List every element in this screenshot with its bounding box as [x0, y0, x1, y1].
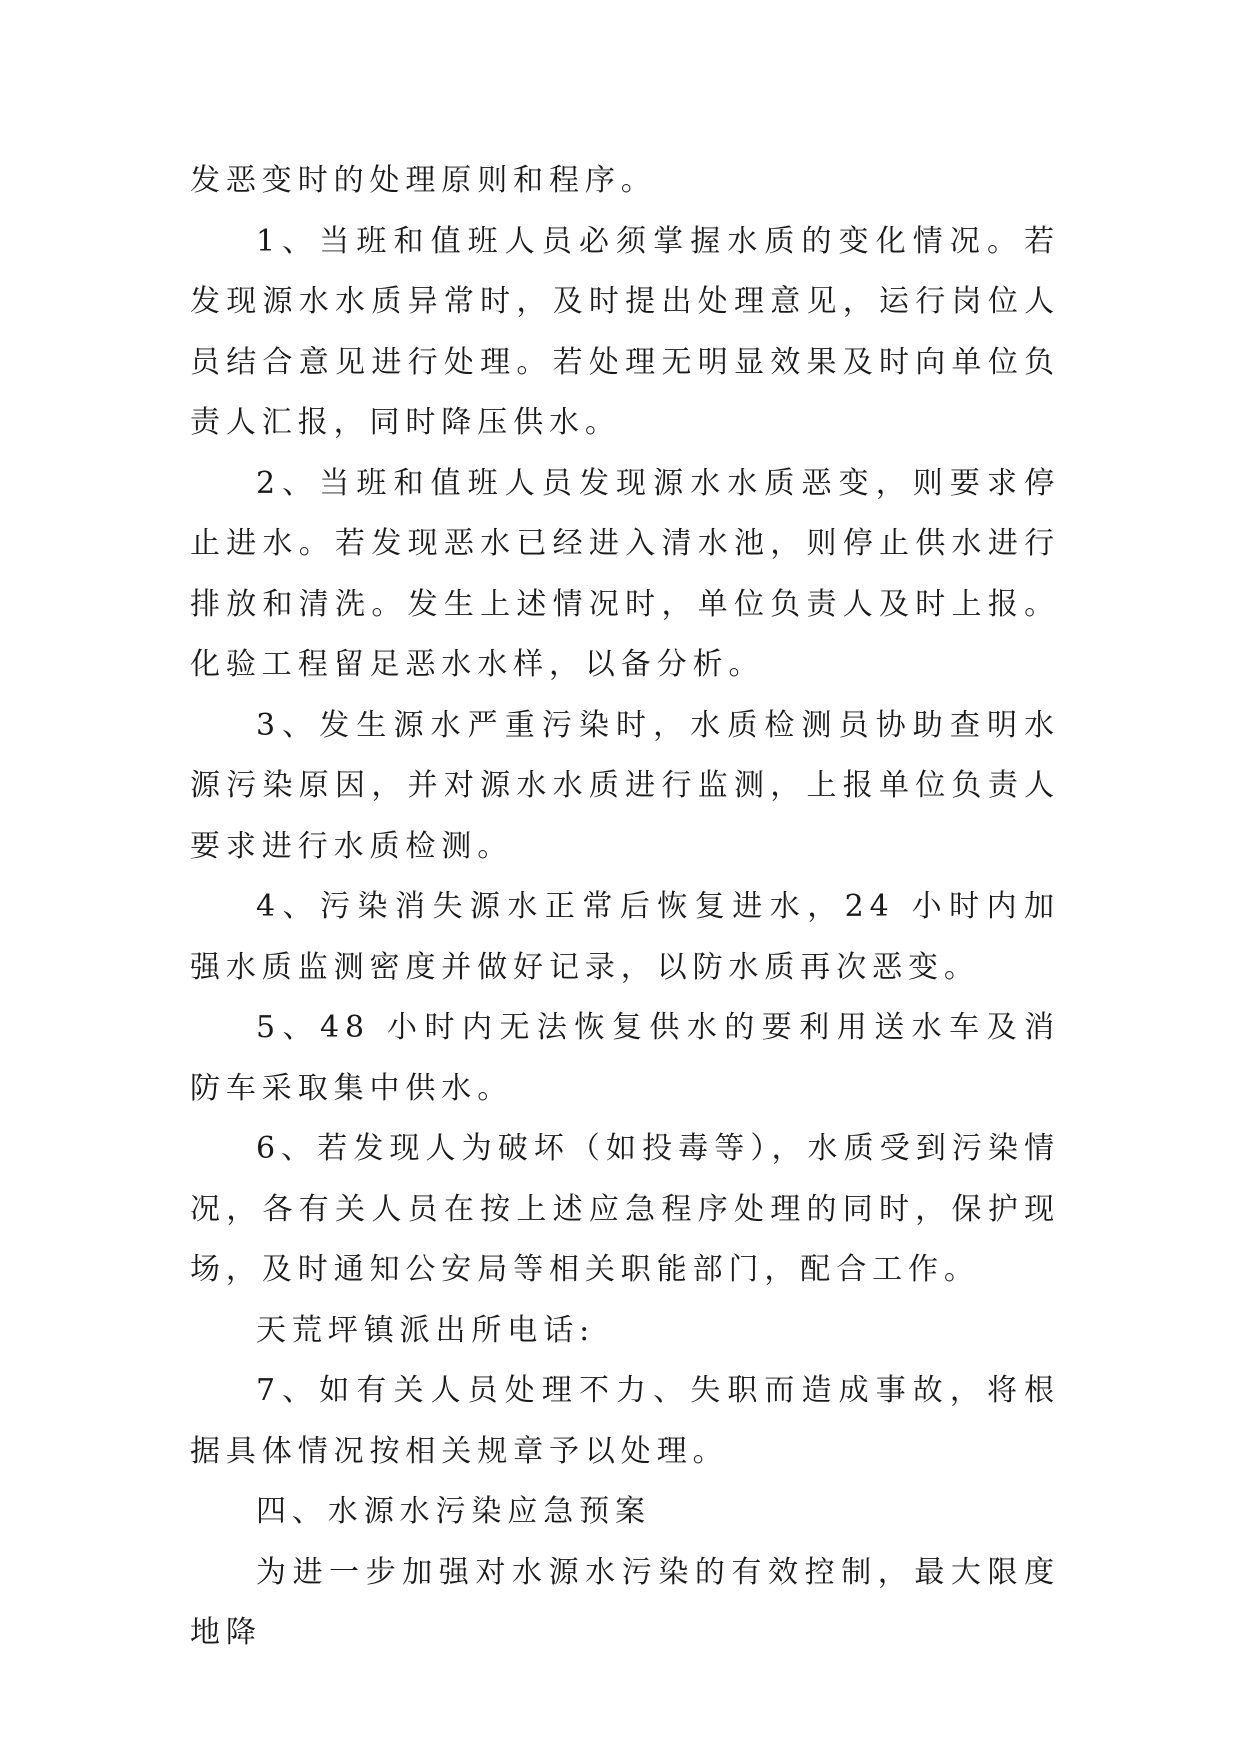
document-body	[190, 151, 1060, 1664]
paragraph-item-2: 2、当班和值班人员发现源水水质恶变，则要求停止进水。若发现恶水已经进入清水池，则停止供水进行排放和清洗。发生上述情况时，单位负责人及时上报。化验工程留足恶水水样，以备分析。	[190, 465, 1060, 682]
paragraph-item-3: 3、发生源水严重污染时，水质检测员协助查明水源污染原因，并对源水水质进行监测，上报单位负责人要求进行水质检测。	[190, 707, 1060, 864]
paragraph-item-6: 6、若发现人为破坏（如投毒等），水质受到污染情况，各有关人员在按上述应急程序处理的同时，保护现场，及时通知公安局等相关职能部门，配合工作。	[190, 1131, 1060, 1287]
paragraph-item-1: 1、当班和值班人员必须掌握水质的变化情况。若发现源水水质异常时，及时提出处理意见，运行岗位人员结合意见进行处理。若处理无明显效果及时向单位负责人汇报，同时降压供水。	[190, 223, 1060, 440]
paragraph-continuation: 发恶变时的处理原则和程序。	[190, 163, 657, 198]
paragraph-item-4: 4、污染消失源水正常后恢复进水，24 小时内加强水质监测密度并做好记录，以防水质再次恶变。	[190, 889, 1060, 985]
section-heading: 四、水源水污染应急预案	[256, 1494, 651, 1529]
paragraph-item-7: 7、如有关人员处理不力、失职而造成事故，将根据具体情况按相关规章予以处理。	[190, 1373, 1060, 1469]
paragraph-section-intro: 为进一步加强对水源水污染的有效控制，最大限度地降	[190, 1554, 1060, 1650]
paragraph-item-5: 5、48 小时内无法恢复供水的要利用送水车及消防车采取集中供水。	[190, 1010, 1060, 1106]
police-phone-line: 天荒坪镇派出所电话:	[256, 1312, 596, 1348]
